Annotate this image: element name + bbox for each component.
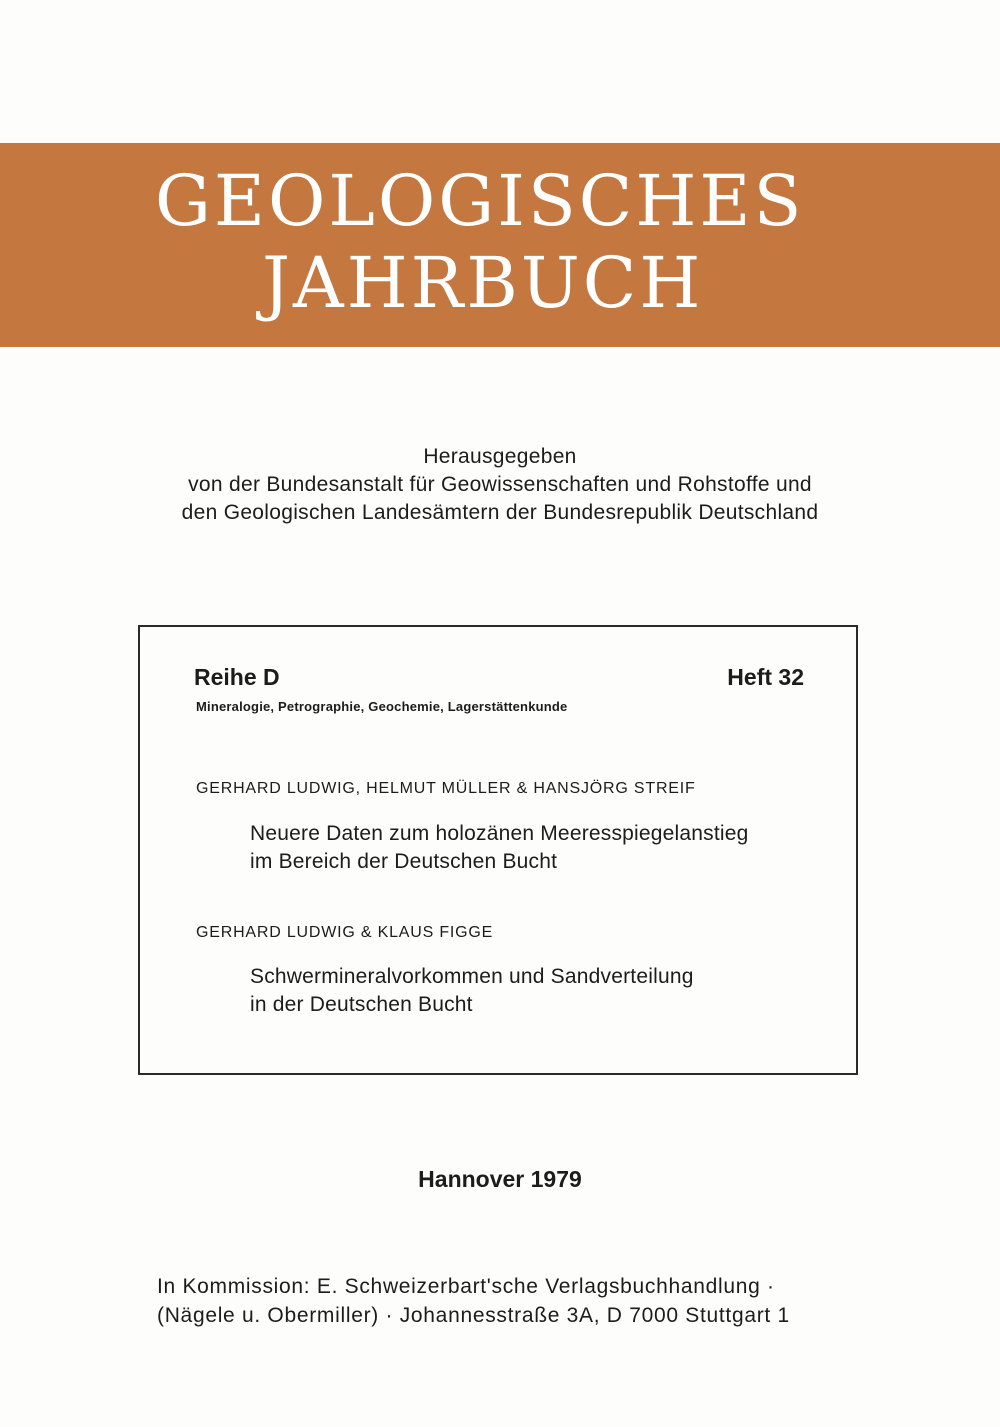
article-2-title xyxy=(250,963,694,1019)
publisher-line2: von der Bundesanstalt für Geowissenschaften und Rohstoffe und xyxy=(188,473,812,496)
journal-title-line2: JAHRBUCH xyxy=(262,242,704,324)
commission-line1: In Kommission: E. Schweizerbart'sche Verlagsbuchhandlung · xyxy=(157,1275,775,1298)
article-1-title-line2: im Bereich der Deutschen Bucht xyxy=(250,850,558,873)
article-1-title-line1: Neuere Daten zum holozänen Meeresspiegelanstieg xyxy=(250,822,749,845)
publisher-statement xyxy=(0,443,1000,527)
article-2-title-line2: in der Deutschen Bucht xyxy=(250,993,473,1016)
place-and-year: Hannover 1979 xyxy=(418,1166,582,1192)
article-2-title-line1: Schwermineralvorkommen und Sandverteilung xyxy=(250,965,694,988)
publisher-line3: den Geologischen Landesämtern der Bundesrepublik Deutschland xyxy=(181,501,819,524)
article-2-authors: GERHARD LUDWIG & KLAUS FIGGE xyxy=(196,924,494,941)
article-1-title xyxy=(250,820,749,876)
journal-title-line1: GEOLOGISCHES xyxy=(155,160,805,242)
series-subjects: Mineralogie, Petrographie, Geochemie, Lagerstättenkunde xyxy=(196,699,568,714)
series-label: Reihe D xyxy=(194,664,280,690)
commission-line2: (Nägele u. Obermiller) · Johannesstraße 3A, D 7000 Stuttgart 1 xyxy=(157,1304,790,1327)
commission-imprint xyxy=(157,1272,790,1330)
article-1-authors: GERHARD LUDWIG, HELMUT MÜLLER & HANSJÖRG STREIF xyxy=(196,780,696,797)
issue-number: Heft 32 xyxy=(727,664,804,690)
publisher-line1: Herausgegeben xyxy=(423,445,577,468)
